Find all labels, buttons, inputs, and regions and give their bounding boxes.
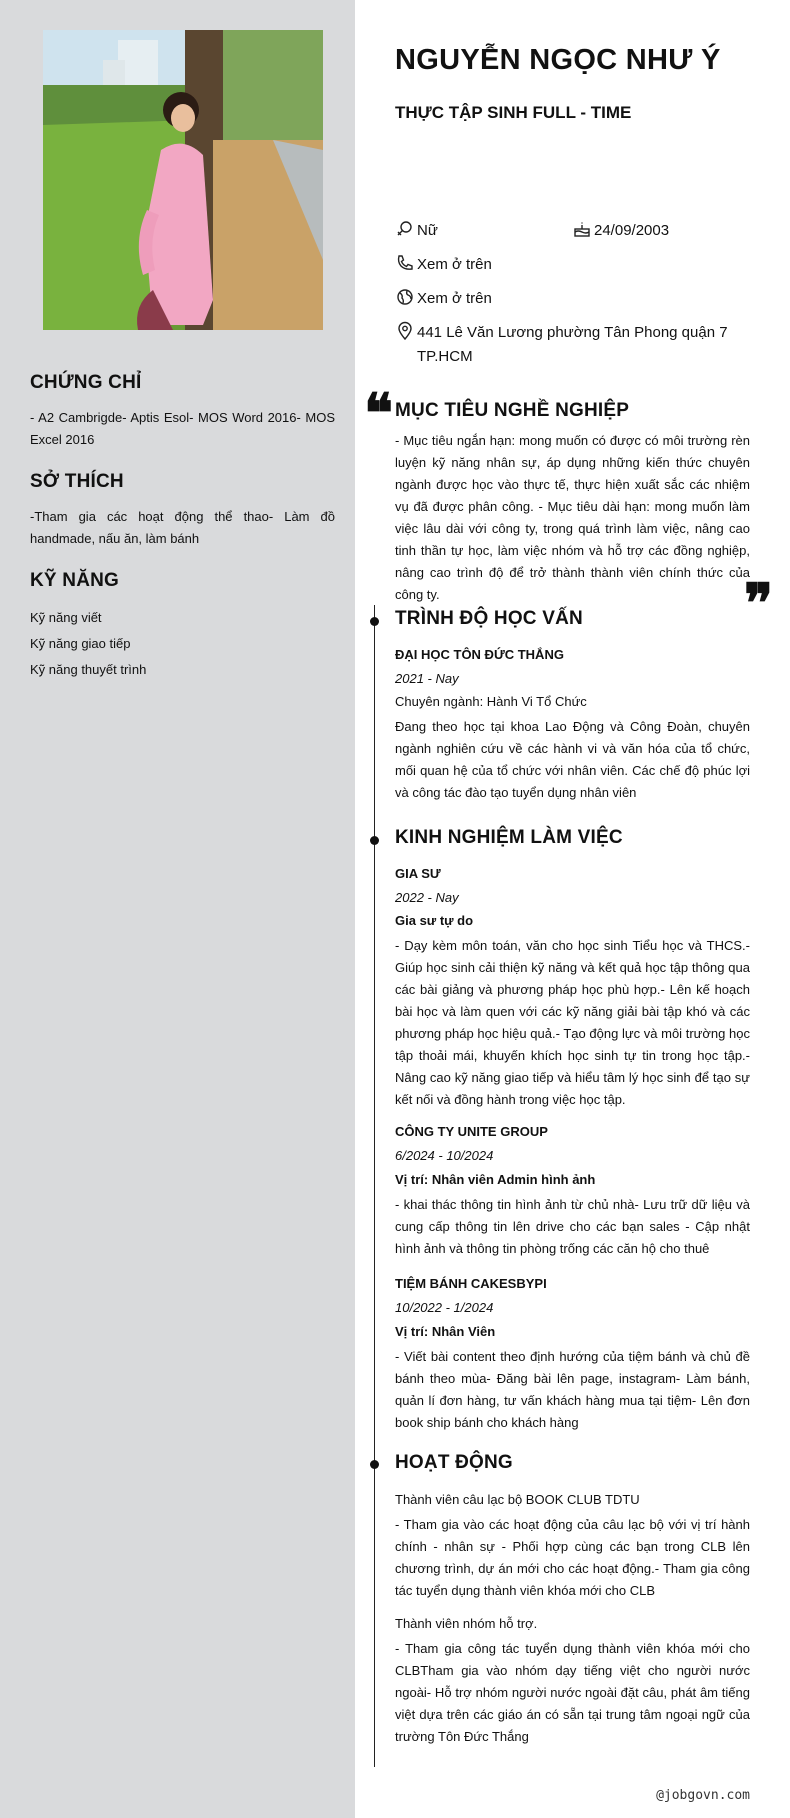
timeline-dot xyxy=(370,836,379,845)
job-company: TIỆM BÁNH CAKESBYPI xyxy=(395,1276,547,1291)
profile-photo xyxy=(43,30,323,330)
job-company: GIA SƯ xyxy=(395,866,441,881)
skill-item: Kỹ năng thuyết trình xyxy=(30,662,147,677)
website-value: Xem ở trên xyxy=(417,290,492,307)
gender-icon xyxy=(395,219,417,241)
skills-section xyxy=(30,570,335,683)
sidebar xyxy=(0,0,355,1818)
footer-watermark: @jobgovn.com xyxy=(656,1788,750,1803)
job-desc: - khai thác thông tin hình ảnh từ chủ nhà- Lưu trữ dữ liệu và cung cấp thông tin lên drive cho các bạn sales - Cập nhật hình ảnh và thông tin phòng trống các căn hộ cho thuê xyxy=(395,1197,750,1256)
education-period: 2021 - Nay xyxy=(395,671,459,686)
job-desc: - Viết bài content theo định hướng của tiệm bánh và chủ đề bánh theo mùa- Đăng bài lên page, instagram- Làm bánh, quản lí đơn hàng, tư vấn khách hàng mua tại tiệm- Lên đơn book ship bánh cho khách hàng xyxy=(395,1349,750,1430)
job-period: 10/2022 - 1/2024 xyxy=(395,1300,494,1315)
activity-name: Thành viên câu lạc bộ BOOK CLUB TDTU xyxy=(395,1492,640,1507)
job-company: CÔNG TY UNITE GROUP xyxy=(395,1124,548,1139)
timeline-dot xyxy=(370,617,379,626)
objective-title: MỤC TIÊU NGHỀ NGHIỆP xyxy=(395,400,630,421)
candidate-position: THỰC TẬP SINH FULL - TIME xyxy=(395,103,632,122)
phone-icon xyxy=(395,253,417,275)
gender-info xyxy=(395,219,438,243)
gender-value: Nữ xyxy=(417,222,438,239)
globe-icon xyxy=(395,287,417,309)
timeline-line xyxy=(374,605,375,1767)
main-content xyxy=(355,0,790,1818)
education-school: ĐẠI HỌC TÔN ĐỨC THẮNG xyxy=(395,647,564,662)
skill-item: Kỹ năng viết xyxy=(30,610,102,625)
address-info xyxy=(395,321,735,369)
hobbies-section xyxy=(30,471,335,550)
candidate-name: NGUYỄN NGỌC NHƯ Ý xyxy=(395,44,721,76)
job-role: Gia sư tự do xyxy=(395,913,474,928)
close-quote-icon: ❞ xyxy=(744,571,774,635)
certificates-text: - A2 Cambrigde- Aptis Esol- MOS Word 2016- MOS Excel 2016 xyxy=(30,410,335,447)
education-major: Chuyên ngành: Hành Vi Tổ Chức xyxy=(395,694,587,709)
website-info xyxy=(395,287,492,311)
job-role: Vị trí: Nhân Viên xyxy=(395,1324,496,1339)
objective-text: - Mục tiêu ngắn hạn: mong muốn có được có môi trường rèn luyện kỹ năng nhân sự, áp dụng những kiến thức chuyên ngành được học vào thực tế, thực hiện xuất sắc các nhiệm vụ đã được phân công. - Mục tiêu dài hạn: mong muốn làm việc lâu dài với công ty, trong quá trình làm việc, nâng cao tinh thần tự học, làm việc nhóm và hỗ trợ các đồng nghiệp, nâng cao trình độ để trở thành thành viên chính thức của công ty. xyxy=(395,433,750,602)
open-quote-icon: ❝ xyxy=(364,381,394,445)
hobbies-title: SỞ THÍCH xyxy=(30,471,124,492)
birthday-value: 24/09/2003 xyxy=(594,222,670,239)
skills-title: KỸ NĂNG xyxy=(30,570,120,591)
hobbies-text: -Tham gia các hoạt động thể thao- Làm đồ handmade, nấu ăn, làm bánh xyxy=(30,509,335,546)
education-desc: Đang theo học tại khoa Lao Động và Công Đoàn, chuyên ngành nghiên cứu về các hành vi và văn hóa của tổ chức, mối quan hệ của tổ chức với nhân viên. Các chế độ phúc lợi và công tác đào tạo tuyển dụng nhân viên xyxy=(395,719,750,800)
activity-name: Thành viên nhóm hỗ trợ. xyxy=(395,1616,538,1631)
skill-item: Kỹ năng giao tiếp xyxy=(30,636,131,651)
education-title: TRÌNH ĐỘ HỌC VẤN xyxy=(395,608,583,629)
job-period: 2022 - Nay xyxy=(395,890,459,905)
activity-desc: - Tham gia vào các hoạt động của câu lạc bộ với vị trí hành chính - nhân sự - Phối hợp cùng các bạn trong CLB lên chương trình, dự án mới cho các hoạt động.- Tham gia công tác tuyển dụng thành viên khóa mới cho CLB xyxy=(395,1517,750,1598)
birthday-cake-icon xyxy=(572,219,594,241)
location-pin-icon xyxy=(395,321,417,343)
certificates-title: CHỨNG CHỈ xyxy=(30,372,142,393)
job-period: 6/2024 - 10/2024 xyxy=(395,1148,494,1163)
certificates-section xyxy=(30,372,335,451)
timeline-dot xyxy=(370,1460,379,1469)
phone-info xyxy=(395,253,492,277)
activities-title: HOẠT ĐỘNG xyxy=(395,1452,513,1473)
address-value: 441 Lê Văn Lương phường Tân Phong quận 7 TP.HCM xyxy=(417,324,728,365)
activity-desc: - Tham gia công tác tuyển dụng thành viên khóa mới cho CLBTham gia vào nhóm dạy tiếng việt cho người nước ngoài- Hỗ trợ nhóm người nước ngoài đặt câu, phát âm tiếng việt dựa trên các giáo án có sẵn tại trung tâm ngoại ngữ của trường Tôn Đức Thắng xyxy=(395,1641,750,1744)
phone-value: Xem ở trên xyxy=(417,256,492,273)
experience-title: KINH NGHIỆM LÀM VIỆC xyxy=(395,827,623,848)
birthday-info xyxy=(572,219,669,243)
job-role: Vị trí: Nhân viên Admin hình ảnh xyxy=(395,1172,596,1187)
job-desc: - Dạy kèm môn toán, văn cho học sinh Tiểu học và THCS.- Giúp học sinh cải thiện kỹ năng và kết quả học tập thông qua các bài giảng và phương pháp học phù hợp.- Lên kế hoạch bài học và làm quen với các kỹ năng giải bài tập khó và các phương pháp học hiệu quả.- Tạo động lực và môi trường học tập thoải mái, khuyến khích học sinh tự tin trong học tập.- Nâng cao kỹ năng giao tiếp và hiểu tâm lý học sinh để tạo sự kết nối và đồng hành trong việc học tập. xyxy=(395,938,750,1107)
